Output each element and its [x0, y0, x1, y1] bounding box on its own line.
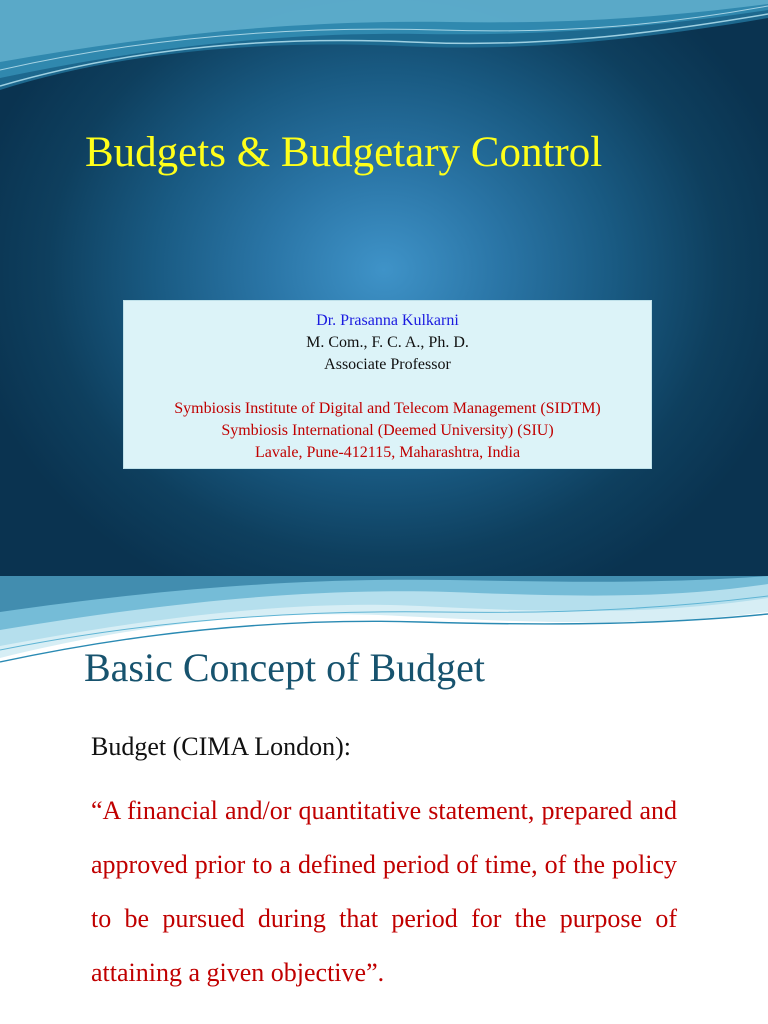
budget-definition: “A financial and/or quantitative statement, prepared and approved prior to a defined period of time, of the policy to be pursued during that period for the purpose of attaining a given objective”.: [91, 796, 677, 987]
institute-address: Lavale, Pune-412115, Maharashtra, India: [254, 444, 521, 461]
author-info-box: [123, 300, 652, 469]
presentation-title: Budgets & Budgetary Control: [85, 129, 603, 176]
definition-source: Budget (CIMA London):: [91, 732, 351, 761]
concept-slide: [0, 576, 768, 1024]
institute-name: Symbiosis Institute of Digital and Telecom Management (SIDTM): [174, 400, 601, 417]
author-name: Dr. Prasanna Kulkarni: [316, 312, 459, 329]
spacer: [124, 376, 651, 398]
author-qualifications: M. Com., F. C. A., Ph. D.: [306, 334, 469, 351]
author-position: Associate Professor: [324, 356, 451, 373]
slide-heading: Basic Concept of Budget: [84, 645, 486, 690]
university-name: Symbiosis International (Deemed University) (SIU): [221, 422, 554, 439]
decorative-waves: [0, 0, 768, 100]
